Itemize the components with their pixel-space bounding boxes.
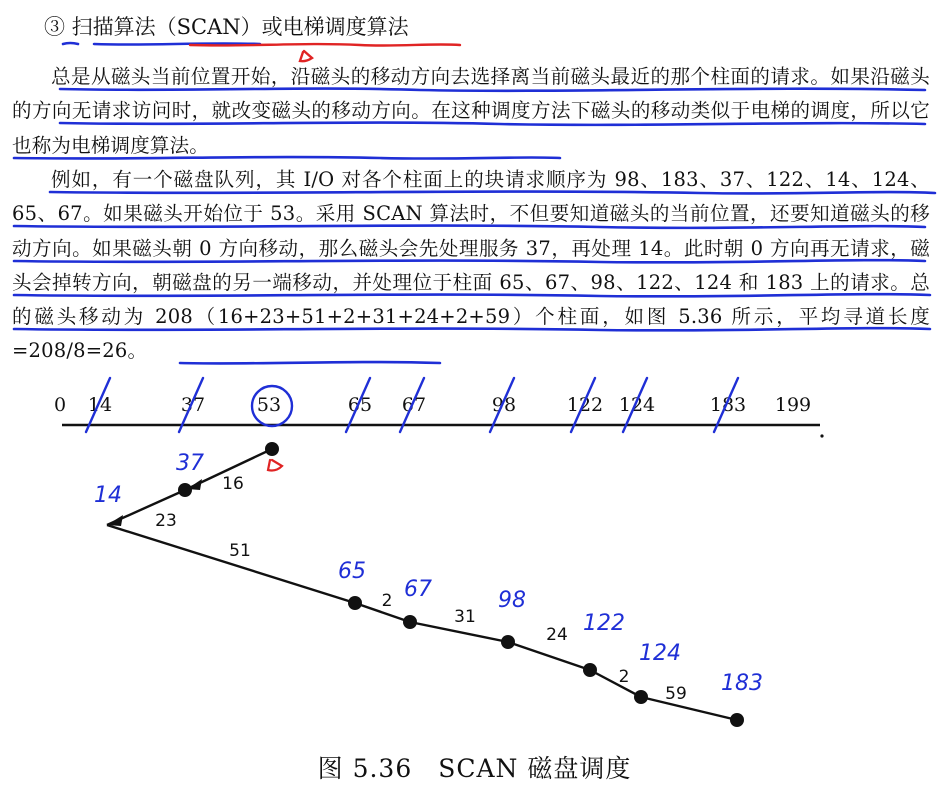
request-point-53 — [265, 442, 279, 456]
handwritten-label-124: 124 — [639, 641, 681, 666]
handwritten-label-65: 65 — [338, 559, 366, 584]
request-point-37 — [178, 483, 192, 497]
axis-label-0: 0 — [53, 394, 67, 416]
request-point-183 — [730, 713, 744, 727]
axis-label-67: 67 — [401, 394, 427, 416]
seek-segment — [590, 670, 641, 697]
paragraph-definition: 总是从磁头当前位置开始，沿磁头的移动方向去选择离当前磁头最近的那个柱面的请求。如果沿磁头的方向无请求访问时，就改变磁头的移动方向。在这种调度方法下磁头的移动类似于电梯的调度，所以它也称为电梯调度算法。 — [12, 65, 930, 157]
paragraph-example: 例如，有一个磁盘队列，其 I/O 对各个柱面上的块请求顺序为 98、183、37、122、14、124、65、67。如果磁头开始位于 53。采用 SCAN 算法时，不但要知道磁头的当前位置，还要知道磁头的移动方向。如果磁头朝 0 方向移动，那么磁头会先处理服务 37，再处理 14。此时朝 0 方向再无请求，磁头会掉转方向，朝磁盘的另一端移动，并处理位于柱面 65、67、98、122、124 和 183 上的请求。总的磁头移动为 208（16+23+51+2+31+24+2+59）个柱面，如图 5.36 所示，平均寻道长度=208/8=26。 — [12, 168, 930, 363]
handwritten-label-98: 98 — [498, 588, 526, 613]
distance-label: 16 — [222, 474, 244, 494]
distance-label: 31 — [454, 607, 476, 627]
distance-label: 24 — [546, 625, 568, 645]
axis-label-14: 14 — [87, 394, 113, 416]
distance-label: 23 — [155, 511, 177, 531]
axis-label-53: 53 — [256, 394, 282, 416]
distance-label: 2 — [381, 591, 393, 611]
axis-label-124: 124 — [618, 394, 656, 416]
seek-segment — [508, 642, 590, 670]
handwritten-label-67: 67 — [404, 577, 432, 602]
request-point-65 — [348, 596, 362, 610]
axis-label-183: 183 — [709, 394, 747, 416]
axis-label-37: 37 — [180, 394, 206, 416]
axis-label-65: 65 — [347, 394, 373, 416]
axis-label-98: 98 — [491, 394, 517, 416]
distance-label: 2 — [618, 667, 630, 687]
start-red-mark — [268, 460, 282, 471]
handwritten-label-122: 122 — [583, 611, 625, 636]
arrowhead — [107, 515, 123, 526]
seek-segment — [107, 525, 355, 603]
request-point-67 — [403, 615, 417, 629]
seek-segment — [641, 697, 737, 720]
axis-label-199: 199 — [774, 394, 812, 416]
axis-label-122: 122 — [566, 394, 604, 416]
section-heading: ③ 扫描算法（SCAN）或电梯调度算法 — [44, 15, 409, 39]
handwritten-label-183: 183 — [721, 671, 763, 696]
request-point-122 — [583, 663, 597, 677]
handwritten-label-37: 37 — [176, 451, 204, 476]
figure-caption: 图 5.36 SCAN 磁盘调度 — [317, 754, 632, 783]
axis-end-dot — [820, 434, 823, 437]
distance-label: 59 — [665, 684, 687, 704]
request-point-124 — [634, 690, 648, 704]
request-point-98 — [501, 635, 515, 649]
distance-label: 51 — [229, 541, 251, 561]
handwritten-label-14: 14 — [94, 483, 122, 508]
